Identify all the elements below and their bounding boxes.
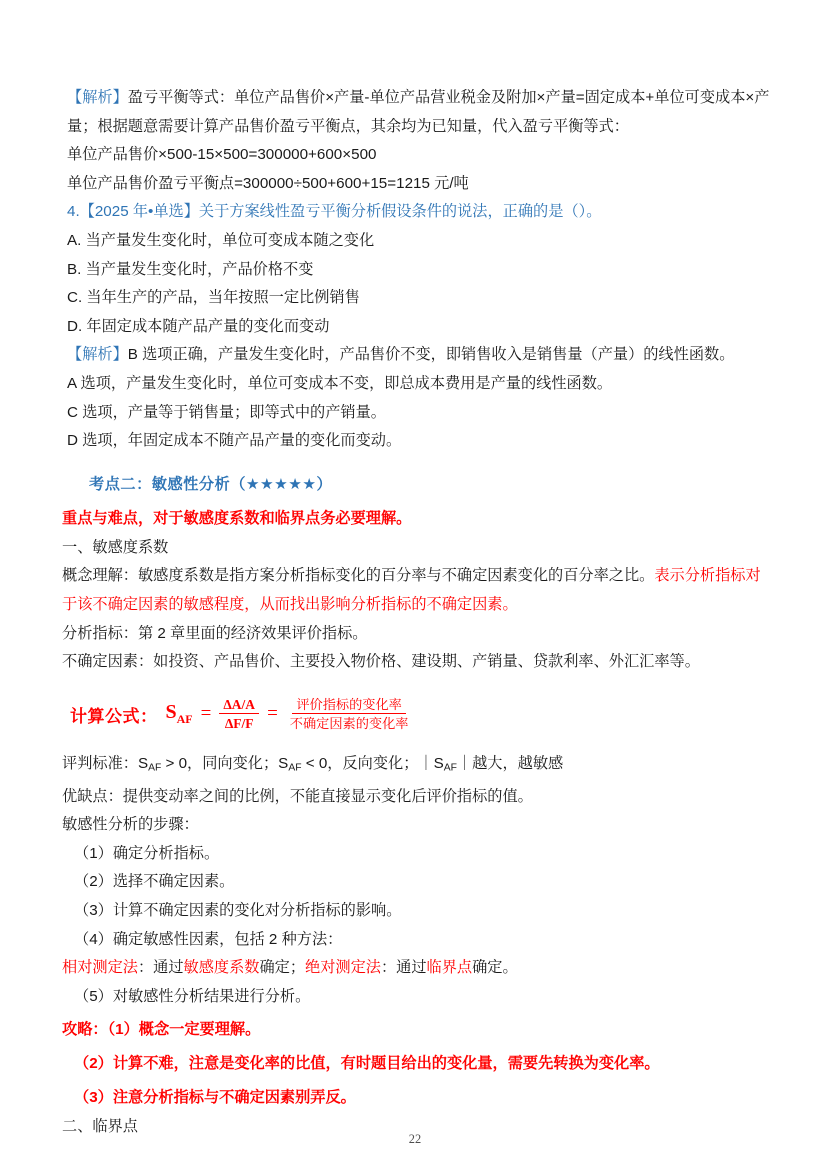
strategy-line-1: 攻略：（1）概念一定要理解。 [62,1021,261,1039]
criteria-text-1: > 0，同向变化； [161,754,279,772]
subsection-2-title: 二、临界点 [62,1118,138,1136]
analysis-2-option-c-note: C 选项，产量等于销售量；即等式中的产销量。 [67,403,386,421]
formula-fraction-1-numerator: ΔA/A [219,697,259,715]
relative-method-label: 相对测定法 [62,959,138,977]
page-content [62,84,774,1142]
absolute-method-tail: 确定。 [472,959,518,977]
analysis-2-option-d-note: D 选项，年固定成本不随产品产量的变化而变动。 [67,432,402,450]
sensitivity-coefficient-formula [62,697,774,732]
question-4-option-a: A. 当产量发生变化时，单位可变成本随之变化 [67,231,375,249]
formula-fraction-1-denominator: ΔF/F [224,716,254,732]
judgement-criteria-line [62,750,774,783]
relative-method-tail: 确定； [259,959,305,977]
analysis-1-equation-2: 单位产品售价盈亏平衡点=300000÷500+600+15=1215 元/吨 [67,174,469,192]
analysis-tag-2: 【解析】 [67,346,128,364]
criteria-symbol-3-sub: AF [443,761,457,773]
criteria-text-2: < 0，反向变化；｜S [301,754,444,772]
analysis-1-equation-1: 单位产品售价×500-15×500=300000+600×500 [67,146,377,164]
question-4-stem: 4.【2025 年•单选】关于方案线性盈亏平衡分析假设条件的说法，正确的是（）。 [67,203,602,221]
strategy-line-2: （2）计算不难，注意是变化率的比值，有时题目给出的变化量，需要先转换为变化率。 [74,1055,660,1073]
pros-and-cons-line: 优缺点：提供变动率之间的比例，不能直接显示变化后评价指标的值。 [62,787,533,805]
question-4-option-d: D. 年固定成本随产品产量的变化而变动 [67,317,330,335]
criteria-symbol-1-sub: AF [148,761,162,773]
step-item-4: （4）确定敏感性因素，包括 2 种方法： [74,930,343,948]
formula-fraction-algebraic [219,697,259,732]
relative-method-connector: ：通过 [137,959,184,977]
step-item-5: （5）对敏感性分析结果进行分析。 [74,987,311,1005]
step-item-2: （2）选择不确定因素。 [74,873,235,891]
critical-point-term: 临界点 [426,959,473,977]
criteria-symbol-2: S [278,754,289,772]
question-4-option-b: B. 当产量发生变化时，产品价格不变 [67,260,314,278]
measurement-methods-line [62,954,774,983]
formula-fraction-2-numerator: 评价指标的变化率 [292,697,406,714]
subsection-1-title: 一、敏感度系数 [62,538,169,556]
uncertain-factors-line: 不确定因素：如投资、产品售价、主要投入物价格、建设期、产销量、贷款利率、外汇汇率等。 [62,653,700,671]
criteria-prefix: 评判标准： [62,754,138,772]
concept-explanation-paragraph [62,562,774,619]
step-item-1: （1）确定分析指标。 [74,844,220,862]
analysis-index-line: 分析指标：第 2 章里面的经济效果评价指标。 [62,624,368,642]
analysis-text-2: B 选项正确，产量发生变化时，产品售价不变，即销售收入是销售量（产量）的线性函数。 [127,346,735,364]
analysis-2-option-a-note: A 选项，产量发生变化时，单位可变成本不变，即总成本费用是产量的线性函数。 [67,374,613,392]
formula-label: 计算公式： [70,706,158,726]
concept-explanation-red: 表示分析指标对于该不确定因素的敏感程度，从而找出影响分析指标的不确定因素。 [62,567,761,613]
criteria-text-3: ｜越大，越敏感 [456,754,564,772]
concept-explanation-black: 概念理解：敏感度系数是指方案分析指标变化的百分率与不确定因素变化的百分率之比。 [62,567,655,585]
analysis-tag-1: 【解析】 [67,89,128,106]
section-heading-kaodian-2: 考点二：敏感性分析（★★★★★） [89,475,333,493]
page-number-footer: 22 [408,1132,422,1146]
absolute-method-connector: ：通过 [380,959,427,977]
formula-equals-2: = [267,703,278,725]
absolute-method-label: 绝对测定法 [305,959,381,977]
steps-title: 敏感性分析的步骤： [62,816,199,834]
analysis-block-2-paragraph [62,341,774,370]
step-item-3: （3）计算不确定因素的变化对分析指标的影响。 [74,901,402,919]
question-4-option-c: C. 当年生产的产品，当年按照一定比例销售 [67,289,360,307]
formula-fraction-chinese [286,697,413,731]
formula-symbol: $S_{AF}$ [165,701,193,727]
criteria-symbol-1: S [137,754,149,772]
formula-equals-1: = [200,703,212,725]
strategy-line-3: （3）注意分析指标与不确定因素别弄反。 [74,1089,356,1107]
criteria-symbol-2-sub: AF [288,761,302,773]
key-point-warning: 重点与难点，对于敏感度系数和临界点务必要理解。 [62,509,412,527]
sensitivity-coefficient-term: 敏感度系数 [183,959,260,977]
analysis-block-1-paragraph [62,84,774,141]
analysis-text-1: 盈亏平衡等式：单位产品售价×产量-单位产品营业税金及附加×产量=固定成本+单位可变成本×产量；根据题意需要计算产品售价盈亏平衡点，其余均为已知量，代入盈亏平衡等式： [67,89,770,135]
formula-fraction-2-denominator: 不确定因素的变化率 [289,716,409,732]
